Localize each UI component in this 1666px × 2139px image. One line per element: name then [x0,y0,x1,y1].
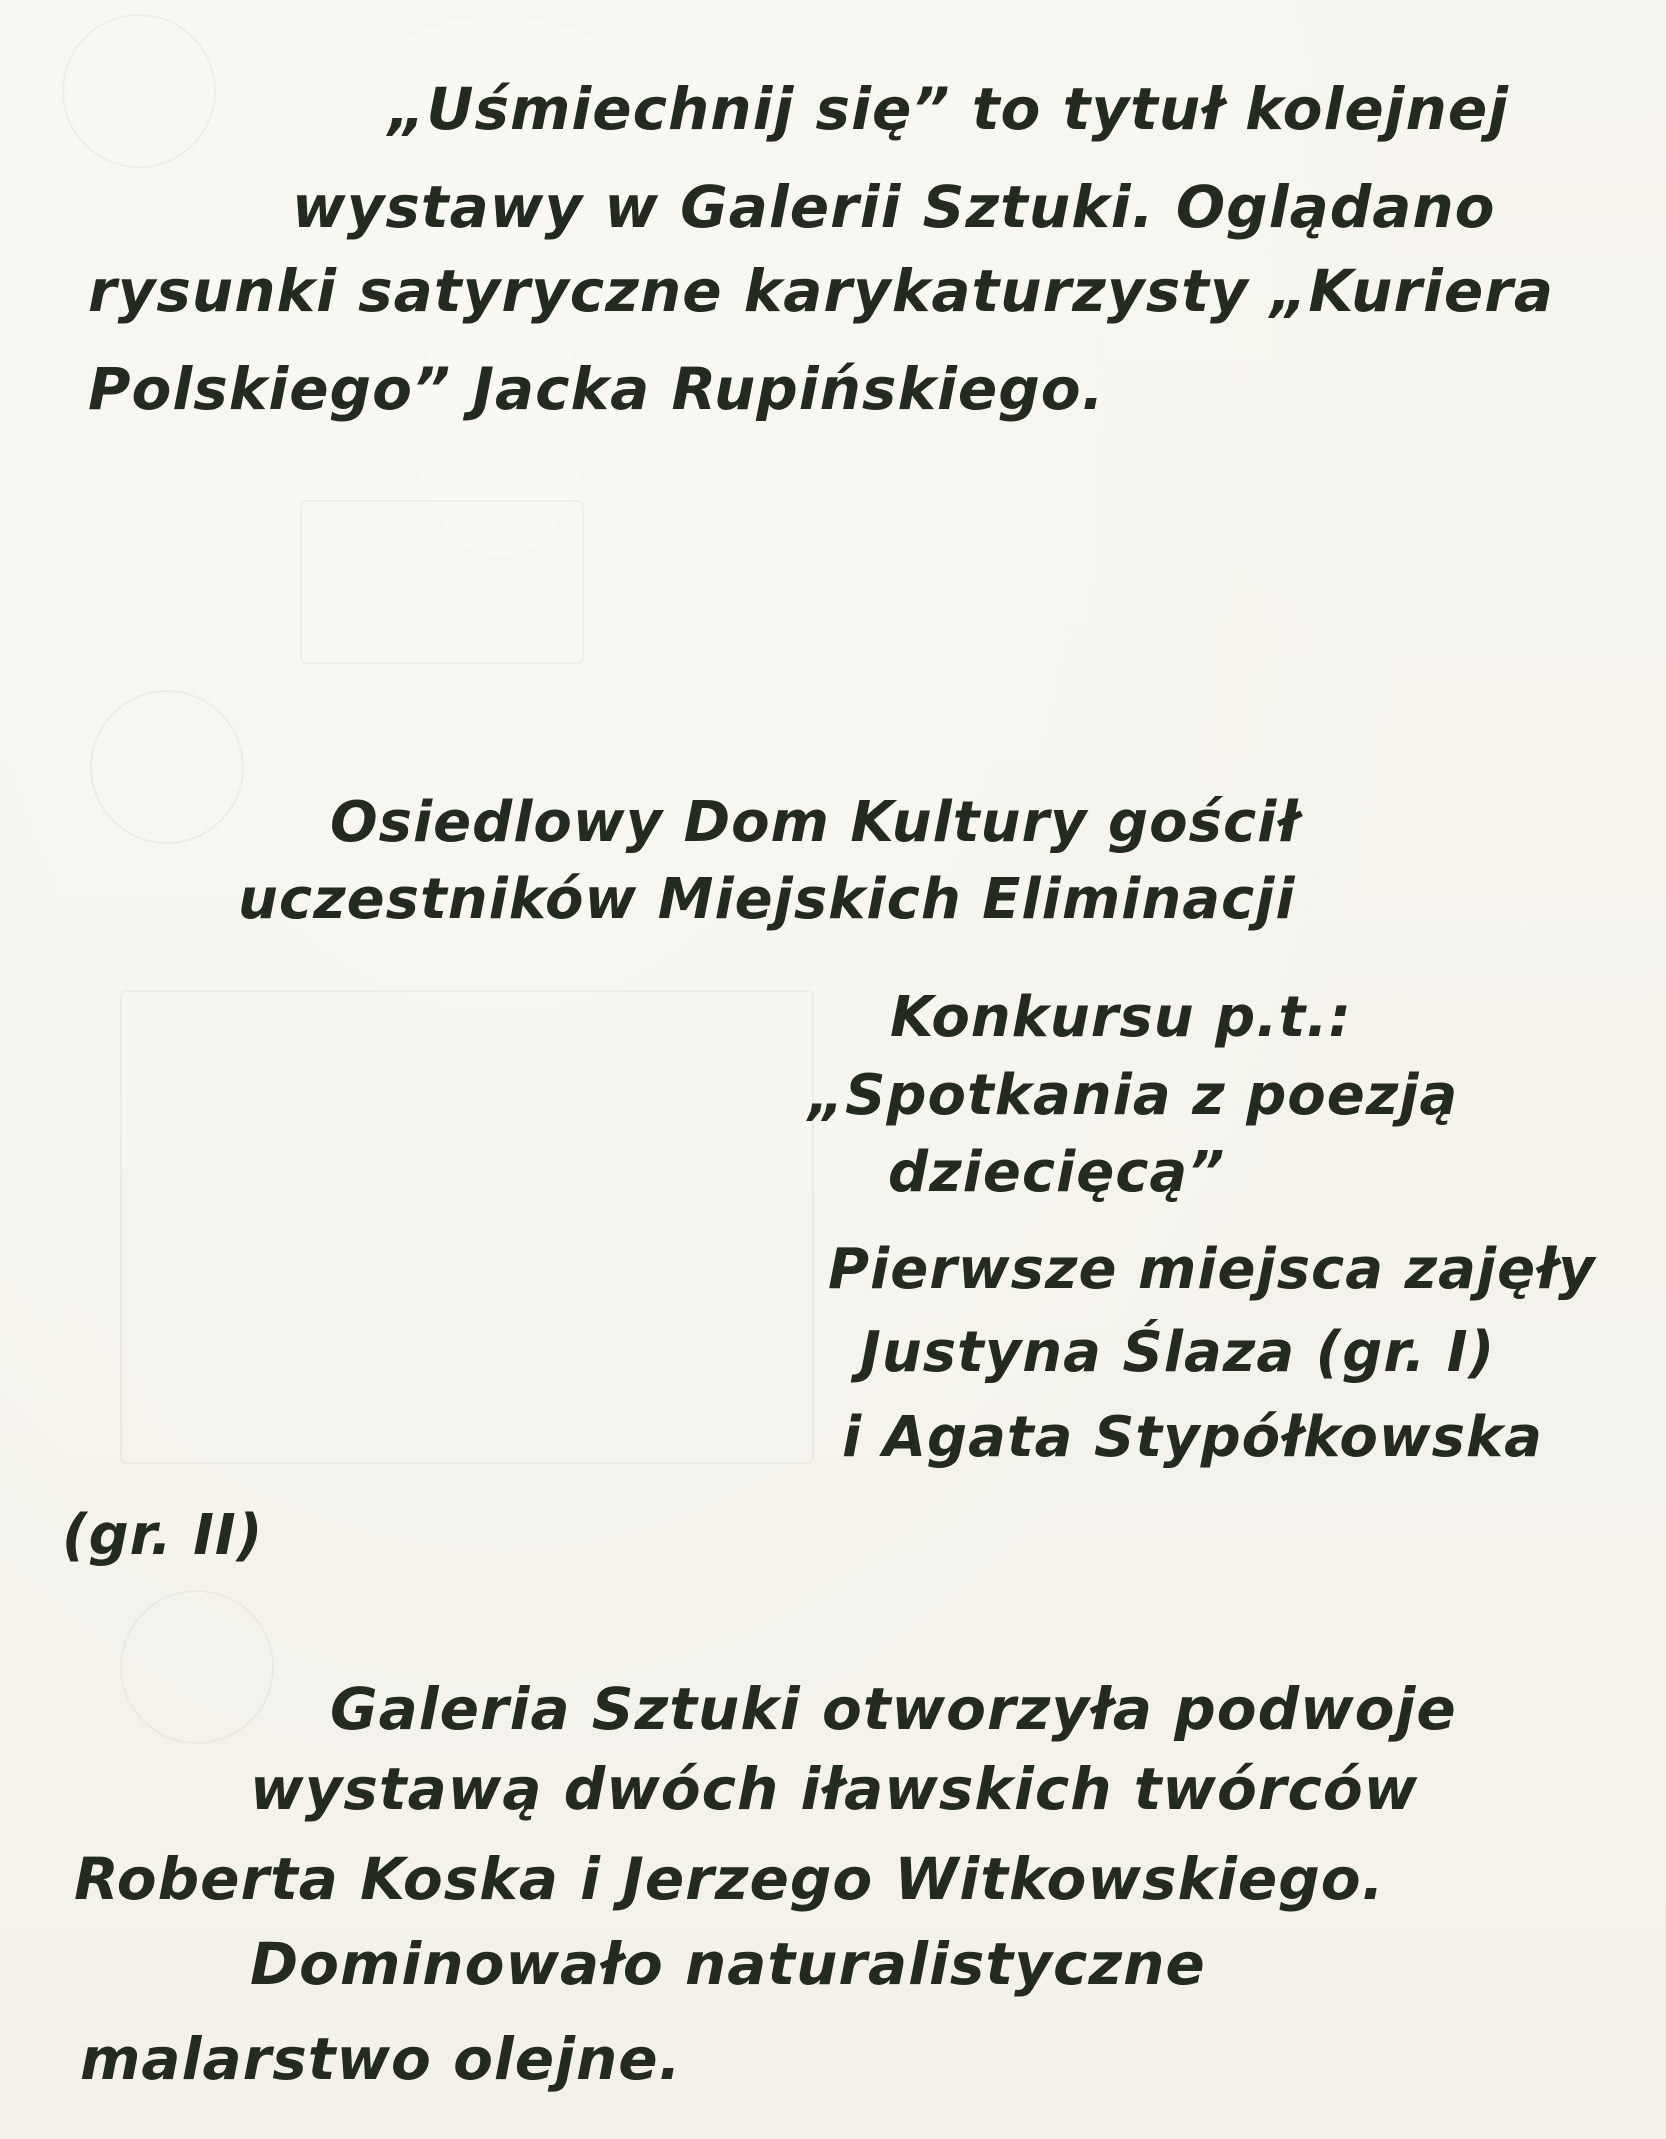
bleed-through-circle [90,690,244,844]
text-line: Dominowało naturalistyczne [250,1930,1206,1998]
text-line: „Uśmiechnij się” to tytuł kolejnej [388,75,1510,143]
text-line: rysunki satyryczne karykaturzysty „Kuriera [88,257,1554,325]
bleed-through-circle [62,14,216,168]
text-line: i Agata Stypółkowska [842,1405,1543,1470]
text-line: (gr. II) [62,1503,264,1568]
text-line: dziecięcą” [888,1140,1226,1205]
text-line: Galeria Sztuki otworzyła podwoje [330,1675,1457,1743]
text-line: „Spotkania z poezją [808,1063,1459,1128]
text-line: Osiedlowy Dom Kultury gościł [330,790,1300,855]
text-line: wystawy w Galerii Sztuki. Oglądano [292,173,1496,241]
text-line: malarstwo olejne. [80,2025,682,2093]
text-line: Pierwsze miejsca zajęły [828,1237,1596,1302]
text-line: uczestników Miejskich Eliminacji [238,867,1296,932]
text-line: Polskiego” Jacka Rupińskiego. [88,355,1105,423]
text-line: Justyna Ślaza (gr. I) [860,1320,1496,1385]
text-line: Roberta Koska i Jerzego Witkowskiego. [74,1845,1385,1913]
bleed-through-frame [300,500,584,664]
text-line: wystawą dwóch iławskich twórców [250,1755,1419,1823]
text-line: Konkursu p.t.: [890,985,1352,1050]
bleed-through-circle [120,1590,274,1744]
bleed-through-frame [120,990,814,1464]
